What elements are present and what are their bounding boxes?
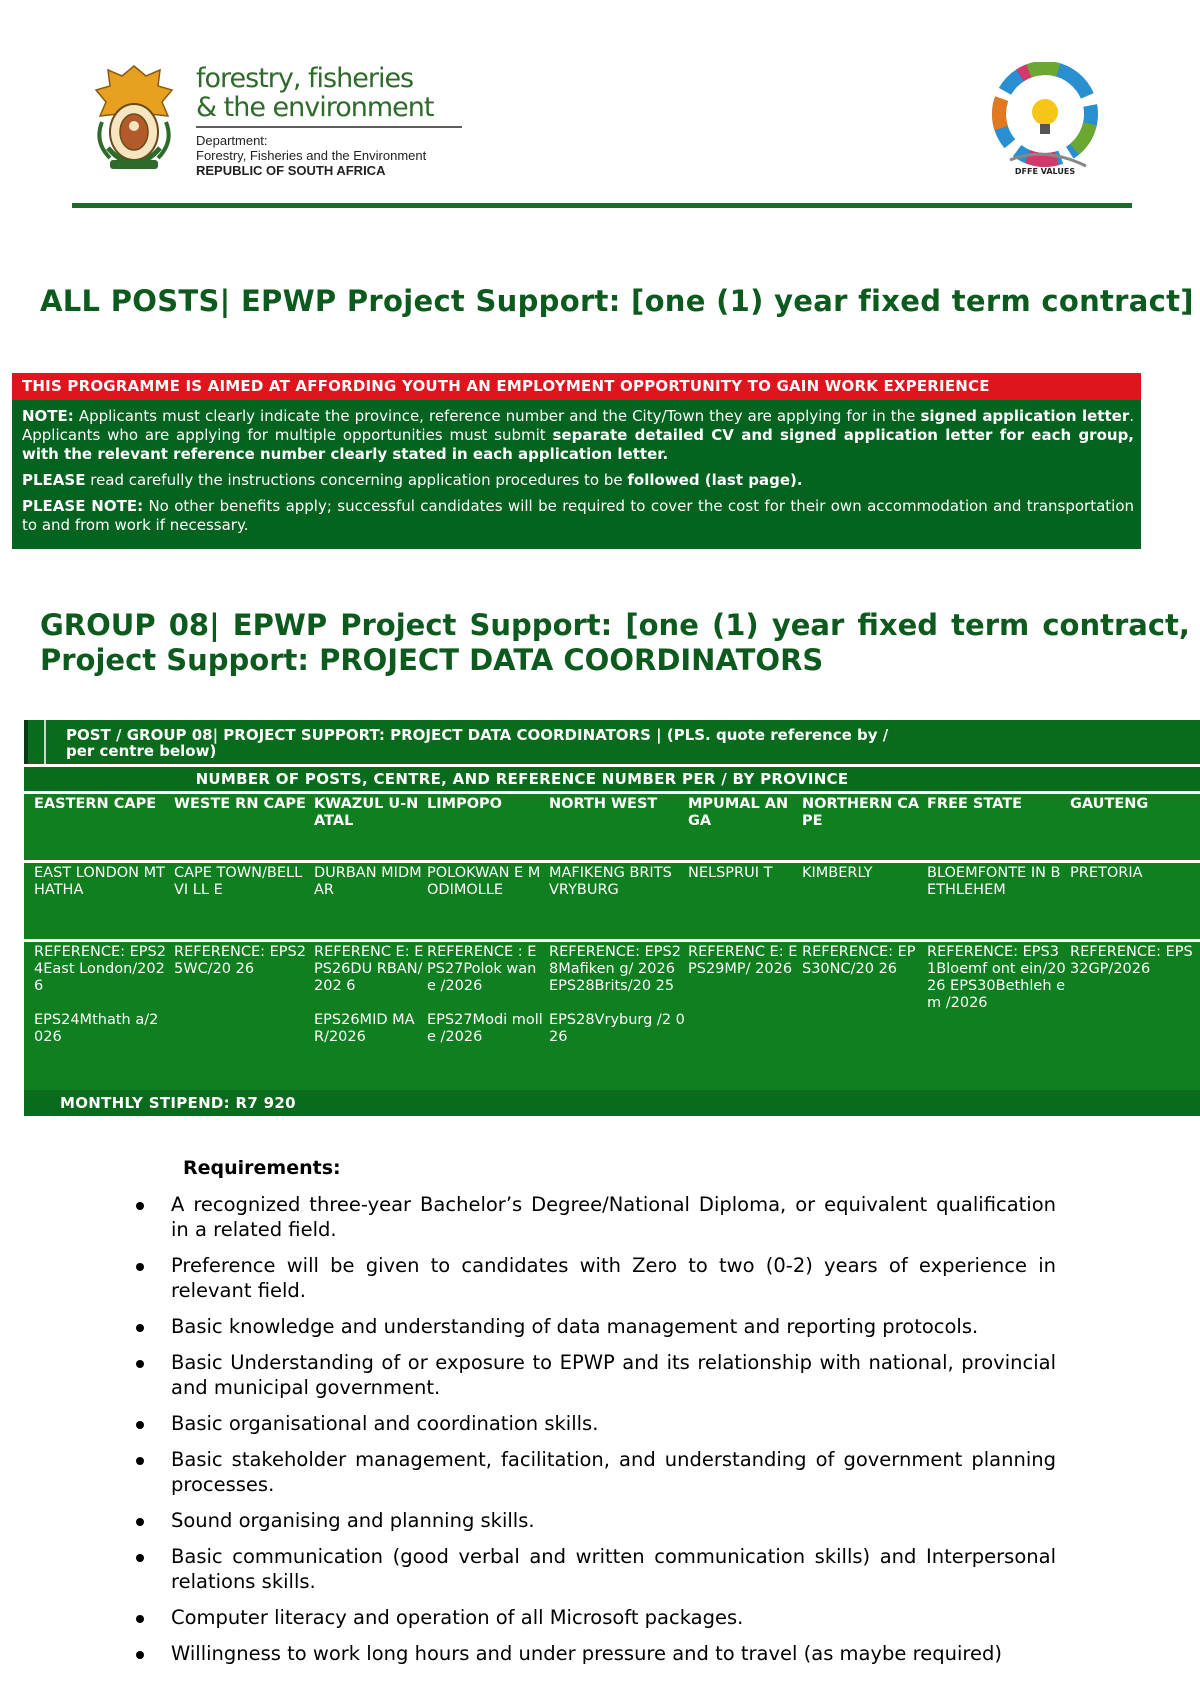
requirement-item: Basic communication (good verbal and written communication skills) and Interpersonal relations skills. bbox=[136, 1544, 1056, 1594]
bullet-icon bbox=[136, 1554, 144, 1562]
requirement-item: Basic organisational and coordination skills. bbox=[136, 1411, 1056, 1436]
please-note-paragraph: PLEASE NOTE: No other benefits apply; successful candidates will be required to cover the cost for their own accommodation and transportation to and from work if necessary. bbox=[22, 497, 1134, 534]
org-divider bbox=[196, 126, 462, 128]
requirement-item: Computer literacy and operation of all Microsoft packages. bbox=[136, 1605, 1056, 1630]
counts-header: NUMBER OF POSTS, CENTRE, AND REFERENCE NUMBER PER / BY PROVINCE bbox=[24, 767, 1200, 791]
group-title-word: GROUP bbox=[40, 608, 156, 642]
requirement-item: Sound organising and planning skills. bbox=[136, 1508, 1056, 1533]
reference-cell: REFERENCE: EPS30NC/20 26 bbox=[802, 944, 916, 977]
centre-cell: MAFIKENG BRITS VRYBURG bbox=[549, 865, 677, 898]
requirement-item: Basic Understanding of or exposure to EPWP and its relationship with national, provincial and municipal government. bbox=[136, 1350, 1056, 1400]
notice-body bbox=[22, 407, 1134, 542]
requirements-heading: Requirements: bbox=[183, 1157, 341, 1179]
bullet-icon bbox=[136, 1615, 144, 1623]
requirement-item: Basic knowledge and understanding of data management and reporting protocols. bbox=[136, 1314, 1056, 1339]
province-cell: FREE STATE bbox=[927, 796, 1023, 812]
bullet-icon bbox=[136, 1324, 144, 1332]
please-paragraph: PLEASE read carefully the instructions concerning application procedures to be followed (last page). bbox=[22, 471, 803, 489]
province-cell: KWAZUL U-NATAL bbox=[314, 796, 419, 829]
centre-row bbox=[24, 863, 1200, 939]
reference-cell: REFERENC E: EPS29MP/ 2026 bbox=[688, 944, 798, 977]
dffe-values-logo bbox=[990, 62, 1100, 180]
centre-cell: CAPE TOWN/BELLVI LL E bbox=[174, 865, 303, 898]
bullet-icon bbox=[136, 1651, 144, 1659]
group-title-word: EPWP bbox=[232, 608, 328, 642]
bullet-icon bbox=[136, 1202, 144, 1210]
bullet-icon bbox=[136, 1421, 144, 1429]
programme-banner: THIS PROGRAMME IS AIMED AT AFFORDING YOUTH AN EMPLOYMENT OPPORTUNITY TO GAIN WORK EXPERIENCE bbox=[12, 373, 1141, 400]
province-cell: WESTE RN CAPE bbox=[174, 796, 306, 812]
province-cell: MPUMAL ANGA bbox=[688, 796, 789, 829]
province-cell: GAUTENG bbox=[1070, 796, 1149, 812]
group-title-word: 08| bbox=[168, 608, 220, 642]
group-title-word: year bbox=[771, 608, 845, 642]
group-title-line2: Project Support: PROJECT DATA COORDINATORS bbox=[40, 643, 824, 677]
all-posts-title: ALL POSTS| EPWP Project Support: [one (1) year fixed term contract] bbox=[40, 284, 1194, 318]
requirements-list bbox=[136, 1192, 1056, 1677]
requirement-item: Basic stakeholder management, facilitation, and understanding of government planning processes. bbox=[136, 1447, 1056, 1497]
svg-text:DFFE VALUES: DFFE VALUES bbox=[1014, 167, 1076, 176]
province-cell: NORTHERN CAPE bbox=[802, 796, 920, 829]
header-rule bbox=[72, 203, 1132, 208]
centre-cell: EAST LONDON MTHATHA bbox=[34, 865, 165, 898]
department-logo bbox=[88, 60, 468, 180]
group-title-word: (1) bbox=[712, 608, 759, 642]
reference-cell: REFERENC E: EPS26DU RBAN/202 6 EPS26MID MAR/2026 bbox=[314, 944, 424, 1045]
coat-of-arms-icon bbox=[88, 62, 180, 176]
centre-cell: BLOEMFONTE IN BETHLEHEM bbox=[927, 865, 1061, 898]
centre-cell: KIMBERLY bbox=[802, 865, 873, 881]
notice-box bbox=[12, 373, 1141, 549]
centre-cell: PRETORIA bbox=[1070, 865, 1143, 881]
requirement-item: A recognized three-year Bachelor’s Degree/National Diploma, or equivalent qualification in a related field. bbox=[136, 1192, 1056, 1242]
bullet-icon bbox=[136, 1457, 144, 1465]
note-paragraph: NOTE: Applicants must clearly indicate the province, reference number and the City/Town they are applying for in the signed application letter. Applicants who are applying for multiple opportunities must submit separate detailed CV and signed application letter for each group, with the relevant reference number clearly stated in each application letter. bbox=[22, 407, 1135, 463]
centre-cell: DURBAN MIDMAR bbox=[314, 865, 422, 898]
centre-cell: POLOKWAN E MODIMOLLE bbox=[427, 865, 541, 898]
post-header: POST / GROUP 08| PROJECT SUPPORT: PROJECT DATA COORDINATORS | (PLS. quote reference by / per centre below) bbox=[24, 720, 1200, 764]
posts-table bbox=[24, 720, 1200, 1116]
group-title bbox=[40, 608, 1190, 678]
reference-cell: REFERENCE: EPS28Mafiken g/ 2026 EPS28Brits/20 25 EPS28Vryburg /2 026 bbox=[549, 944, 685, 1045]
org-title: forestry, fisheries & the environment bbox=[196, 63, 434, 123]
monthly-stipend: MONTHLY STIPEND: R7 920 bbox=[24, 1090, 1200, 1116]
province-row bbox=[24, 794, 1200, 860]
province-cell: EASTERN CAPE bbox=[34, 796, 157, 812]
requirement-item: Preference will be given to candidates with Zero to two (0-2) years of experience in relevant field. bbox=[136, 1253, 1056, 1303]
centre-cell: NELSPRUI T bbox=[688, 865, 773, 881]
reference-cell: REFERENCE: EPS31Bloemf ont ein/2026 EPS30Bethleh em /2026 bbox=[927, 944, 1066, 1011]
group-title-word: contract, bbox=[1042, 608, 1190, 642]
reference-cell: REFERENCE: EPS25WC/20 26 bbox=[174, 944, 306, 977]
requirement-item: Willingness to work long hours and under pressure and to travel (as maybe required) bbox=[136, 1641, 1056, 1666]
group-title-word: Support: bbox=[469, 608, 613, 642]
bullet-icon bbox=[136, 1360, 144, 1368]
province-cell: NORTH WEST bbox=[549, 796, 658, 812]
department-name: Department: Forestry, Fisheries and the Environment REPUBLIC OF SOUTH AFRICA bbox=[196, 133, 427, 178]
group-title-word: [one bbox=[625, 608, 699, 642]
reference-cell: REFERENCE: EPS24East London/2026 EPS24Mthath a/2 026 bbox=[34, 944, 166, 1045]
bullet-icon bbox=[136, 1518, 144, 1526]
group-title-word: term bbox=[951, 608, 1030, 642]
group-title-line1 bbox=[40, 608, 1190, 643]
province-cell: LIMPOPO bbox=[427, 796, 502, 812]
group-title-word: fixed bbox=[857, 608, 939, 642]
reference-row bbox=[24, 942, 1200, 1107]
reference-cell: REFERENCE: EPS32GP/2026 bbox=[1070, 944, 1193, 977]
reference-cell: REFERENCE : EPS27Polok wane /2026 EPS27Modi molle /2026 bbox=[427, 944, 543, 1045]
bullet-icon bbox=[136, 1263, 144, 1271]
group-title-word: Project bbox=[340, 608, 457, 642]
